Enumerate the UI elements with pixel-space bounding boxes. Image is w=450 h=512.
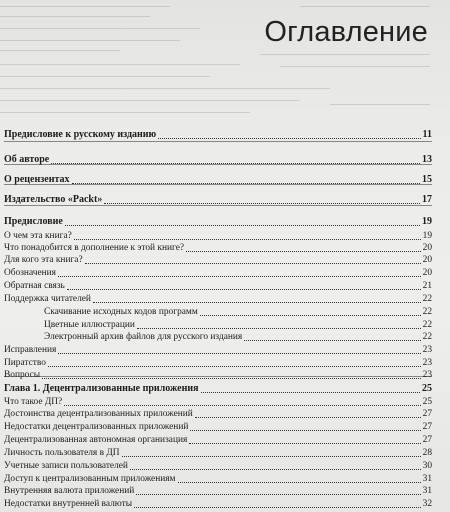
- toc-entry-page: 22: [422, 307, 432, 317]
- toc-entry: [44, 319, 432, 331]
- toc-entry-title: Предисловие к русскому изданию: [4, 129, 157, 140]
- toc-entry-page: 30: [422, 461, 432, 471]
- toc-entry: [4, 447, 432, 459]
- toc-entry: [4, 460, 432, 472]
- dot-leader: [42, 377, 421, 379]
- toc-entry-title: Глава 1. Децентрализованные приложения: [4, 383, 199, 394]
- dot-leader: [190, 429, 420, 431]
- toc-entry-title: Децентрализованная автономная организация: [4, 435, 188, 445]
- toc-entry: [4, 267, 432, 279]
- toc-entry: [4, 485, 432, 497]
- toc-entry-page: 31: [422, 474, 432, 484]
- dot-leader: [74, 238, 421, 240]
- dot-leader: [58, 275, 421, 277]
- toc-entry-page: 21: [422, 281, 432, 291]
- toc-entry-page: 31: [422, 486, 432, 496]
- toc-entry-page: 19: [422, 231, 432, 241]
- toc-entry-title: Что такое ДП?: [4, 397, 63, 407]
- dot-leader: [48, 365, 421, 367]
- toc-entry-title: Недостатки внутренней валюты: [4, 499, 133, 509]
- toc-entry-page: 27: [422, 435, 432, 445]
- toc-entry: [4, 396, 432, 408]
- toc-entry: [4, 216, 432, 228]
- dot-leader: [130, 468, 421, 470]
- toc-entry-page: 20: [422, 243, 432, 253]
- toc-entry-title: Недостатки децентрализованных приложений: [4, 422, 189, 432]
- toc-entry-title: Предисловие: [4, 216, 63, 227]
- dot-leader: [104, 202, 420, 204]
- page-title: Оглавление: [264, 16, 428, 48]
- dot-leader: [72, 182, 421, 184]
- toc-entry-page: 17: [422, 194, 432, 205]
- dot-leader: [65, 224, 420, 226]
- dot-leader: [189, 442, 420, 444]
- dot-leader: [134, 506, 421, 508]
- dot-leader: [136, 493, 420, 495]
- toc-entry-page: 23: [422, 345, 432, 355]
- dot-leader: [51, 162, 420, 164]
- toc-entry-title: Цветные иллюстрации: [44, 320, 135, 330]
- dot-leader: [200, 314, 421, 316]
- divider-rule: [4, 141, 432, 142]
- toc-entry-title: Доступ к централизованным приложениям: [4, 474, 176, 484]
- toc-entry-title: Об авторе: [4, 154, 50, 165]
- toc-entry: [4, 498, 432, 510]
- toc-entry: [4, 344, 432, 356]
- toc-entry-title: Обратная связь: [4, 281, 65, 291]
- toc-entry-page: 25: [422, 397, 432, 407]
- toc-entry: [4, 434, 432, 446]
- toc-entry-title: Вопросы: [4, 370, 41, 380]
- dot-leader: [195, 416, 421, 418]
- dot-leader: [67, 288, 421, 290]
- toc-entry-title: Пиратство: [4, 358, 46, 368]
- toc-entry-page: 22: [422, 320, 432, 330]
- toc-entry: [4, 254, 432, 266]
- dot-leader: [58, 352, 420, 354]
- toc-entry-title: О чем эта книга?: [4, 231, 72, 241]
- dot-leader: [85, 262, 421, 264]
- dot-leader: [64, 404, 420, 406]
- toc-entry: [4, 383, 432, 395]
- toc-entry: [4, 293, 432, 305]
- toc-entry-title: Что понадобится в дополнение к этой книге?: [4, 243, 185, 253]
- toc-entry: [4, 129, 432, 141]
- toc-entry: [4, 421, 432, 433]
- toc-entry: [4, 408, 432, 420]
- toc-entry-title: Достоинства децентрализованных приложений: [4, 409, 193, 419]
- toc-entry-title: Обозначения: [4, 268, 56, 278]
- toc-entry: [4, 154, 432, 166]
- toc-entry-page: 23: [422, 370, 432, 380]
- toc-entry: [4, 280, 432, 292]
- dot-leader: [186, 250, 421, 252]
- dot-leader: [122, 455, 421, 457]
- toc-entry-title: Электронный архив файлов для русского издания: [44, 332, 243, 342]
- toc-entry: [44, 331, 432, 343]
- toc-entry-page: 27: [422, 422, 432, 432]
- toc-entry-page: 28: [422, 448, 432, 458]
- toc-entry-page: 27: [422, 409, 432, 419]
- dot-leader: [137, 327, 421, 329]
- toc-entry-page: 11: [422, 129, 432, 140]
- toc-entry-page: 22: [422, 332, 432, 342]
- toc-entry-title: Поддержка читателей: [4, 294, 91, 304]
- toc-entry-page: 15: [422, 174, 432, 185]
- dot-leader: [158, 137, 420, 139]
- toc-entry: [4, 174, 432, 186]
- toc-entry-page: 19: [422, 216, 432, 227]
- toc-entry-title: Внутренняя валюта приложений: [4, 486, 135, 496]
- toc-entry: [44, 306, 432, 318]
- toc-entry-title: Для кого эта книга?: [4, 255, 83, 265]
- toc-entry: [4, 357, 432, 369]
- toc-entry-title: Учетные записи пользователей: [4, 461, 128, 471]
- toc-entry: [4, 194, 432, 206]
- toc-entry-title: О рецензентах: [4, 174, 70, 185]
- toc-entry-title: Издательство «Packt»: [4, 194, 103, 205]
- toc-entry-title: Личность пользователя в ДП: [4, 448, 120, 458]
- toc-entry-title: Исправления: [4, 345, 57, 355]
- dot-leader: [178, 481, 421, 483]
- toc-entry-title: Скачивание исходных кодов программ: [44, 307, 198, 317]
- toc-entry-page: 13: [422, 154, 432, 165]
- toc-entry-page: 20: [422, 268, 432, 278]
- toc-entry-page: 32: [422, 499, 432, 509]
- toc-entry-page: 23: [422, 358, 432, 368]
- toc-entry: [4, 230, 432, 242]
- dot-leader: [201, 391, 420, 393]
- dot-leader: [244, 339, 420, 341]
- toc-entry-page: 20: [422, 255, 432, 265]
- toc-entry-page: 22: [422, 294, 432, 304]
- toc-entry-page: 25: [422, 383, 432, 394]
- toc-entry: [4, 242, 432, 254]
- dot-leader: [93, 301, 421, 303]
- toc-entry: [4, 473, 432, 485]
- toc-entry: [4, 369, 432, 381]
